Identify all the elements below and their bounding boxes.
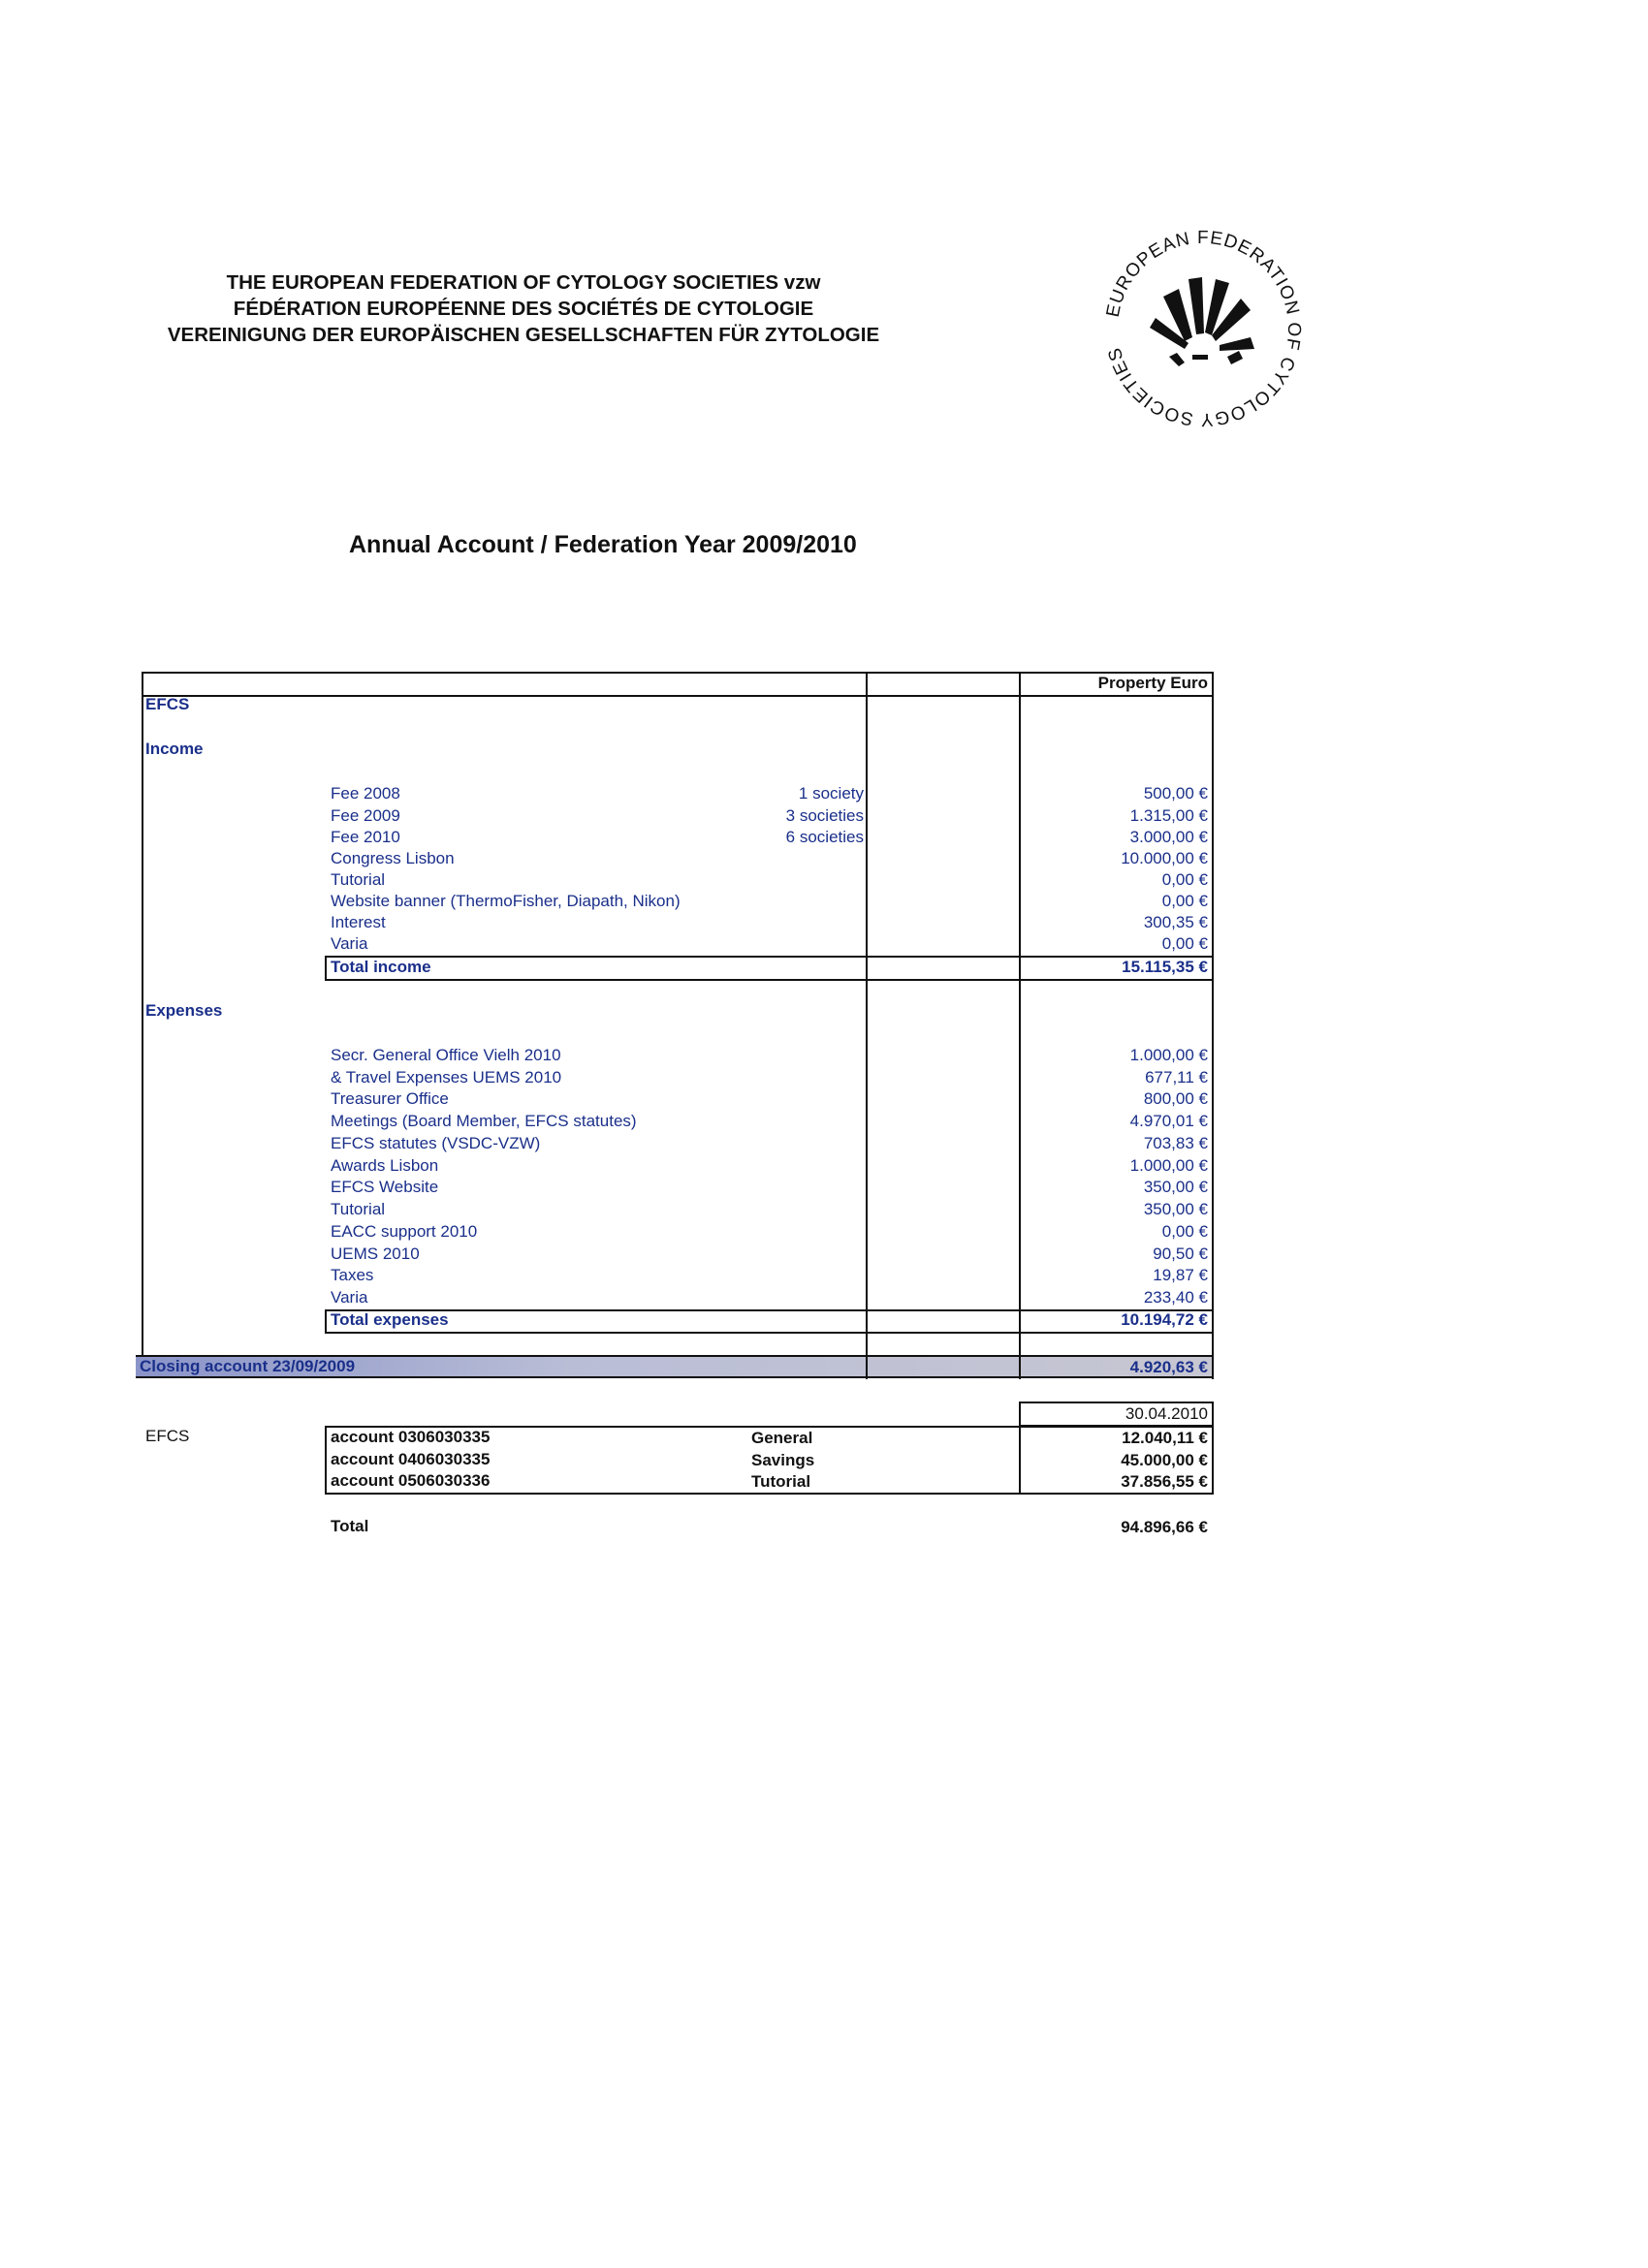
income-amount: 0,00 €: [1161, 870, 1208, 889]
income-amount: 300,35 €: [1143, 913, 1208, 931]
expense-amount: 703,83 €: [1143, 1134, 1208, 1152]
letterhead-line-german: VEREINIGUNG DER EUROPÄISCHEN GESELLSCHAFTEN FÜR ZYTOLOGIE: [167, 324, 880, 346]
income-amount: 0,00 €: [1161, 892, 1208, 910]
expense-label: Secr. General Office Vielh 2010: [331, 1046, 561, 1064]
account-number: account 0506030336: [331, 1471, 491, 1490]
account-amount: 45.000,00 €: [1121, 1451, 1208, 1469]
expense-label: Meetings (Board Member, EFCS statutes): [331, 1112, 637, 1130]
income-note: 6 societies: [785, 828, 864, 846]
expenses-heading: Expenses: [145, 1001, 223, 1020]
table-left-border: [142, 672, 143, 1360]
account-number: account 0306030335: [331, 1428, 491, 1446]
total-income-amount: 15.115,35 €: [1122, 958, 1208, 976]
expense-amount: 4.970,01 €: [1129, 1112, 1208, 1130]
accounts-total-label: Total: [331, 1517, 369, 1535]
account-amount: 37.856,55 €: [1121, 1472, 1208, 1491]
expense-label: UEMS 2010: [331, 1244, 420, 1263]
page-title: Annual Account / Federation Year 2009/2010: [349, 531, 857, 558]
letterhead-line-french: FÉDÉRATION EUROPÉENNE DES SOCIÉTÉS DE CYTOLOGIE: [233, 298, 814, 320]
total-income-left-border: [325, 956, 327, 981]
income-label: Fee 2010: [331, 828, 400, 846]
expense-label: Tutorial: [331, 1200, 386, 1218]
column-header-property-euro: Property Euro: [1097, 674, 1208, 692]
accounts-section-label: EFCS: [145, 1427, 190, 1445]
closing-account-amount: 4.920,63 €: [1129, 1358, 1208, 1376]
total-expenses-bottom-border: [325, 1332, 1214, 1334]
expense-amount: 350,00 €: [1143, 1178, 1208, 1196]
expense-label: Varia: [331, 1288, 368, 1307]
income-label: Tutorial: [331, 870, 386, 889]
letterhead-line-english: THE EUROPEAN FEDERATION OF CYTOLOGY SOCIETIES vzw: [226, 271, 821, 294]
total-expenses-label: Total expenses: [331, 1310, 449, 1329]
letterhead: [136, 269, 911, 348]
expense-amount: 1.000,00 €: [1129, 1046, 1208, 1064]
expense-label: Taxes: [331, 1266, 374, 1284]
accounts-total-amount: 94.896,66 €: [1121, 1518, 1208, 1536]
income-note: 1 society: [798, 784, 864, 803]
expense-label: EFCS statutes (VSDC-VZW): [331, 1134, 541, 1152]
expense-label: Awards Lisbon: [331, 1156, 439, 1175]
income-label: Varia: [331, 934, 368, 953]
expense-amount: 800,00 €: [1143, 1089, 1208, 1108]
income-label: Interest: [331, 913, 386, 931]
expense-amount: 233,40 €: [1143, 1288, 1208, 1307]
income-amount: 1.315,00 €: [1129, 806, 1208, 825]
income-note: 3 societies: [785, 806, 864, 825]
total-expenses-left-border: [325, 1309, 327, 1334]
account-amount: 12.040,11 €: [1122, 1429, 1208, 1447]
income-heading: Income: [145, 740, 204, 758]
total-income-label: Total income: [331, 958, 431, 976]
income-amount: 0,00 €: [1161, 934, 1208, 953]
account-type: Savings: [751, 1451, 815, 1469]
income-label: Congress Lisbon: [331, 849, 455, 867]
logo-ring-text: EUROPEAN FEDERATION OF CYTOLOGY SOCIETIES: [1102, 227, 1305, 430]
accounts-date: 30.04.2010: [1125, 1404, 1208, 1423]
closing-divider-1: [866, 1355, 868, 1378]
federation-logo-icon: [1095, 221, 1311, 436]
expense-label: Treasurer Office: [331, 1089, 449, 1108]
expense-amount: 677,11 €: [1145, 1068, 1208, 1087]
closing-right-border: [1212, 1355, 1214, 1378]
expense-label: EFCS Website: [331, 1178, 439, 1196]
table-col-divider-1: [866, 672, 868, 1379]
income-label: Website banner (ThermoFisher, Diapath, Nikon): [331, 892, 681, 910]
expense-amount: 350,00 €: [1143, 1200, 1208, 1218]
total-expenses-amount: 10.194,72 €: [1121, 1310, 1208, 1329]
income-label: Fee 2008: [331, 784, 400, 803]
closing-divider-2: [1019, 1355, 1021, 1378]
total-income-bottom-border: [325, 979, 1214, 981]
expense-label: & Travel Expenses UEMS 2010: [331, 1068, 562, 1087]
expense-label: EACC support 2010: [331, 1222, 478, 1241]
table-col-divider-2: [1019, 672, 1021, 1379]
income-amount: 10.000,00 €: [1121, 849, 1208, 867]
account-number: account 0406030335: [331, 1450, 491, 1468]
account-type: Tutorial: [751, 1472, 811, 1491]
accounts-col-divider: [1019, 1426, 1021, 1495]
income-label: Fee 2009: [331, 806, 400, 825]
income-amount: 500,00 €: [1143, 784, 1208, 803]
expense-amount: 90,50 €: [1153, 1244, 1208, 1263]
expense-amount: 1.000,00 €: [1129, 1156, 1208, 1175]
table-right-border: [1212, 672, 1214, 1379]
table-header-border: [142, 695, 1214, 697]
section-label-efcs: EFCS: [145, 695, 190, 713]
closing-account-label: Closing account 23/09/2009: [140, 1357, 356, 1375]
account-type: General: [751, 1429, 813, 1447]
income-amount: 3.000,00 €: [1129, 828, 1208, 846]
expense-amount: 0,00 €: [1161, 1222, 1208, 1241]
expense-amount: 19,87 €: [1153, 1266, 1208, 1284]
